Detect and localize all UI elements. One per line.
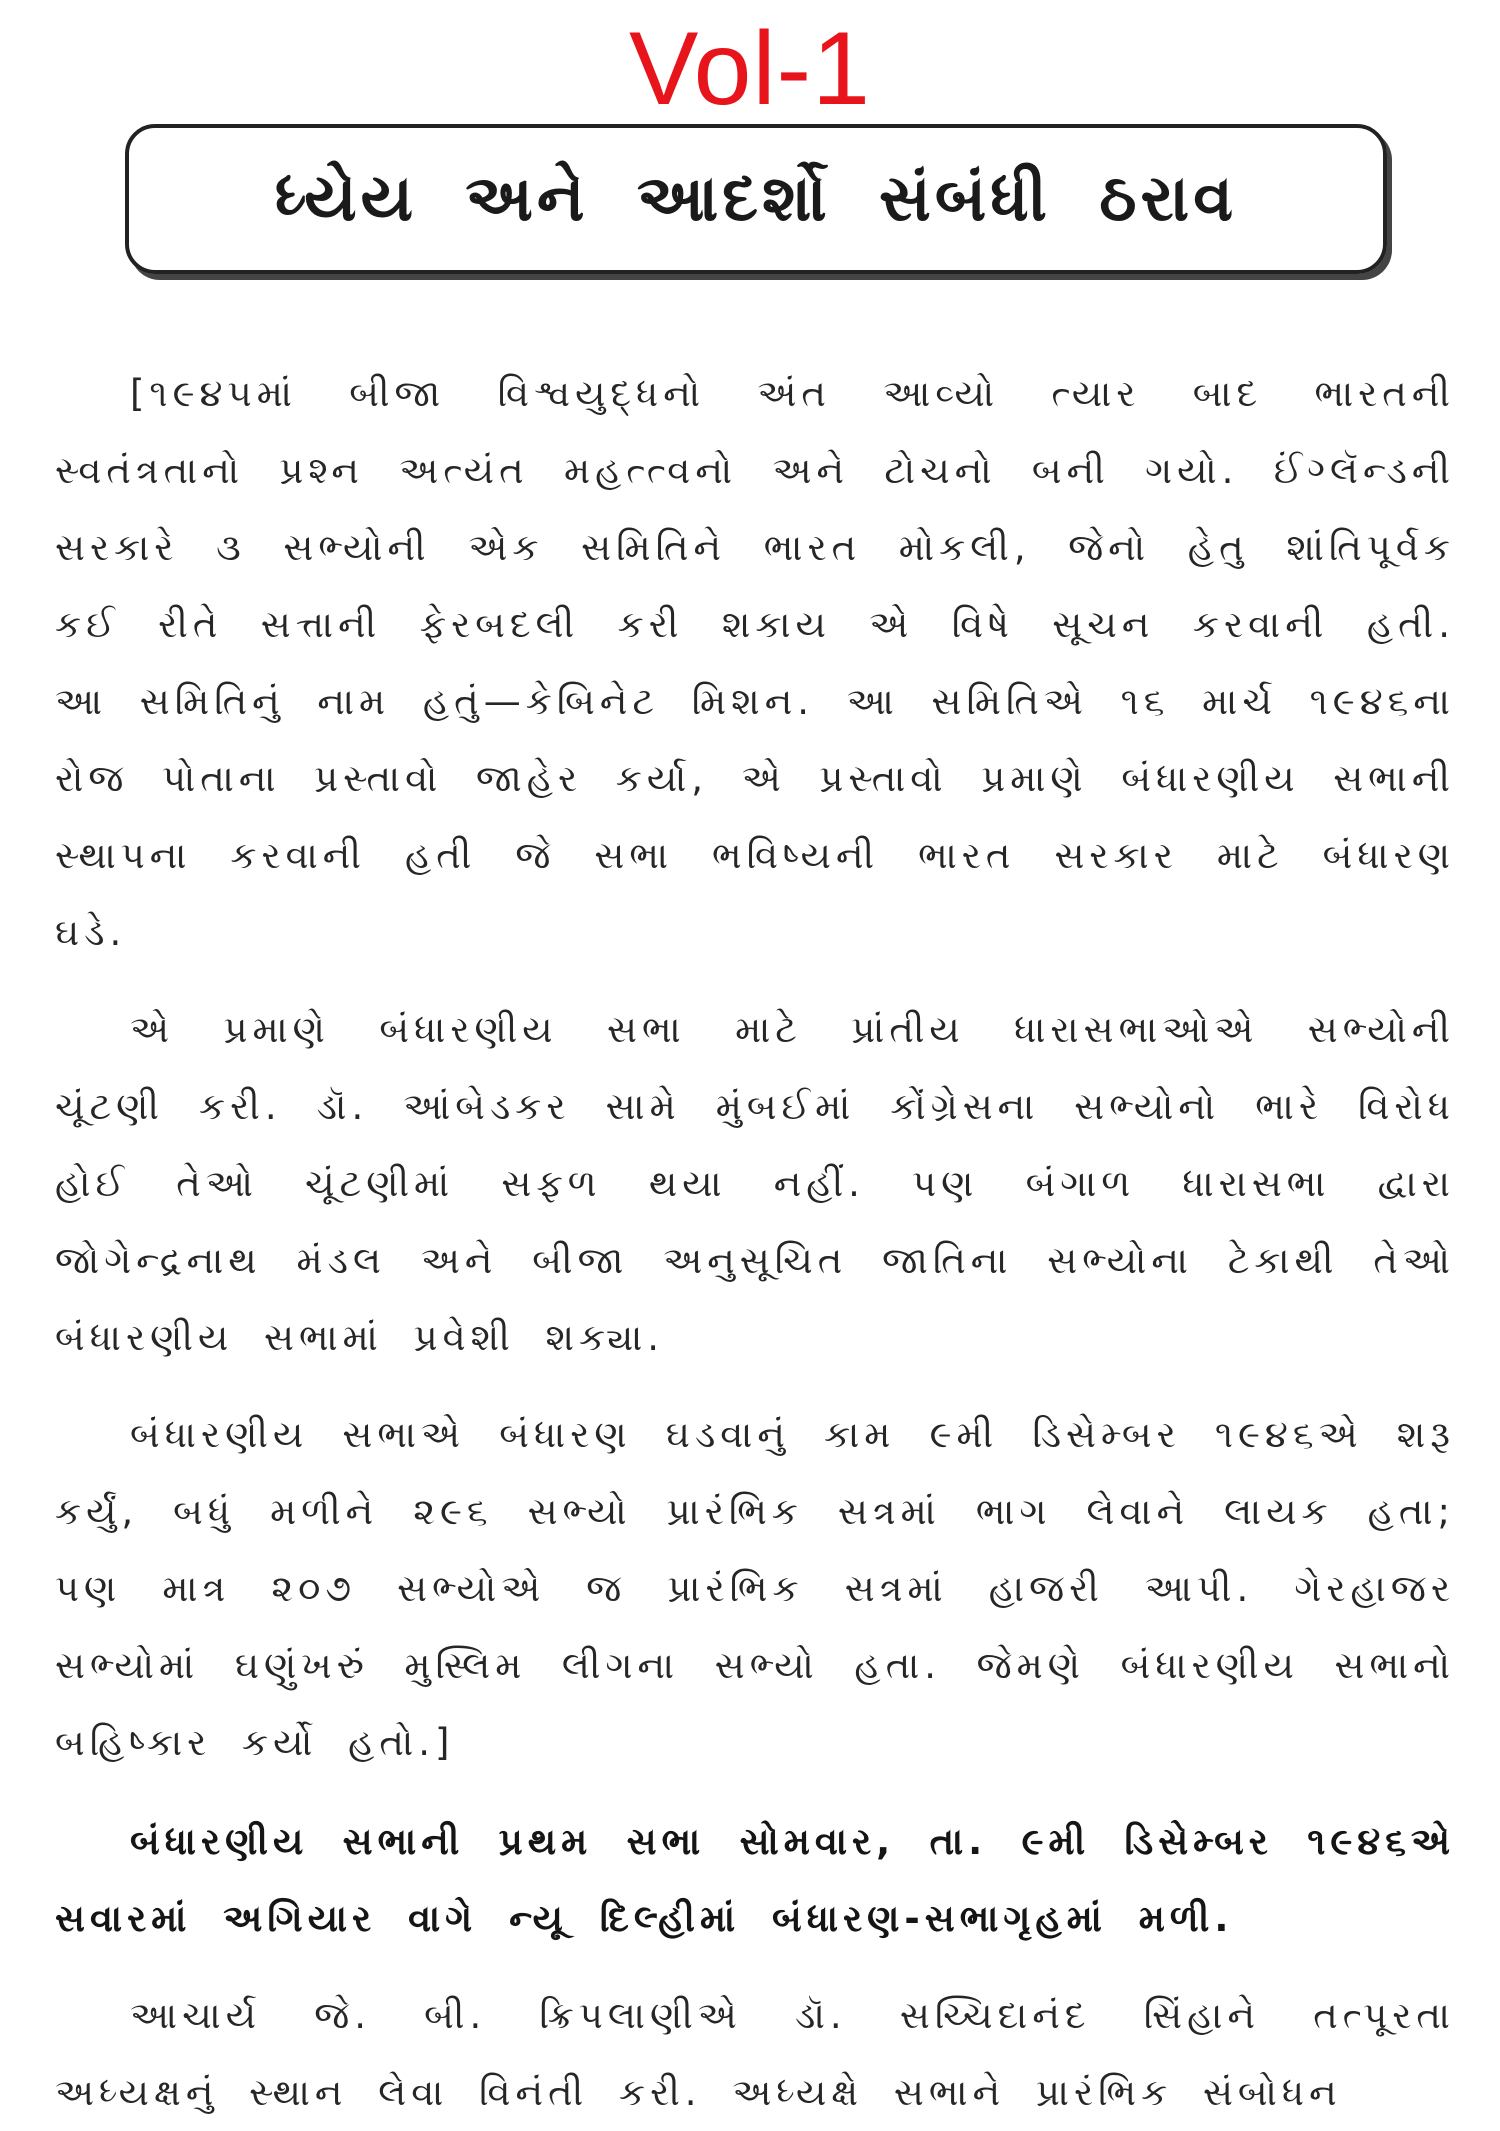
volume-label: Vol-1 (628, 11, 872, 127)
paragraph-1: [૧૯૪૫માં બીજા વિશ્વયુદ્ધનો અંત આવ્યો ત્યાર બાદ ભારતની સ્વતંત્રતાનો પ્રશ્ન અત્યંત મહત્ત્વનો અને ટોચનો બની ગયો. ઈંગ્લૅન્ડની સરકારે ૩ સભ્યોની એક સમિતિને ભારત મોકલી, જેનો હેતુ શાંતિપૂર્વક કઈ રીતે સત્તાની ફેરબદલી કરી શકાય એ વિષે સૂચન કરવાની હતી. આ સમિતિનું નામ હતું—કેબિનેટ મિશન. આ સમિતિએ ૧૬ માર્ચ ૧૯૪૬ના રોજ પોતાના પ્રસ્તાવો જાહેર કર્યા, એ પ્રસ્તાવો પ્રમાણે બંધારણીય સભાની સ્થાપના કરવાની હતી જે સભા ભવિષ્યની ભારત સરકાર માટે બંધારણ ઘડે. (55, 372, 1455, 954)
paragraph-5: આચાર્ય જે. બી. ક્રિપલાણીએ ડૉ. સચ્ચિદાનંદ સિંહાને તત્પૂરતા અધ્યક્ષનું સ્થાન લેવા વિનંતી કરી. અધ્યક્ષે સભાને પ્રારંભિક સંબોધન (55, 1994, 1455, 2114)
document-body (55, 355, 1455, 2131)
paragraph-3: બંધારણીય સભાએ બંધારણ ઘડવાનું કામ ૯મી ડિસેમ્બર ૧૯૪૬એ શરૂ કર્યું, બધું મળીને ૨૯૬ સભ્યો પ્રારંભિક સત્રમાં ભાગ લેવાને લાયક હતા; પણ માત્ર ૨૦૭ સભ્યોએ જ પ્રારંભિક સત્રમાં હાજરી આપી. ગેરહાજર સભ્યોમાં ઘણુંખરું મુસ્લિમ લીગના સભ્યો હતા. જેમણે બંધારણીય સભાનો બહિષ્કાર કર્યો હતો.] (55, 1413, 1455, 1764)
paragraph-4-bold: બંધારણીય સભાની પ્રથમ સભા સોમવાર, તા. ૯મી ડિસેમ્બર ૧૯૪૬એ સવારમાં અગિયાર વાગે ન્યૂ દિલ્હીમાં બંધારણ-સભાગૃહમાં મળી. (55, 1820, 1455, 1940)
title-box (125, 124, 1387, 274)
page-title: ધ્યેય અને આદર્શો સંબંધી ઠરાવ (274, 162, 1238, 236)
paragraph-2: એ પ્રમાણે બંધારણીય સભા માટે પ્રાંતીય ધારાસભાઓએ સભ્યોની ચૂંટણી કરી. ડૉ. આંબેડકર સામે મુંબઈમાં કોંગ્રેસના સભ્યોનો ભારે વિરોધ હોઈ તેઓ ચૂંટણીમાં સફળ થયા નહીં. પણ બંગાળ ધારાસભા દ્વારા જોગેન્દ્રનાથ મંડલ અને બીજા અનુસૂચિત જાતિના સભ્યોના ટેકાથી તેઓ બંધારણીય સભામાં પ્રવેશી શક્યા. (55, 1008, 1455, 1359)
